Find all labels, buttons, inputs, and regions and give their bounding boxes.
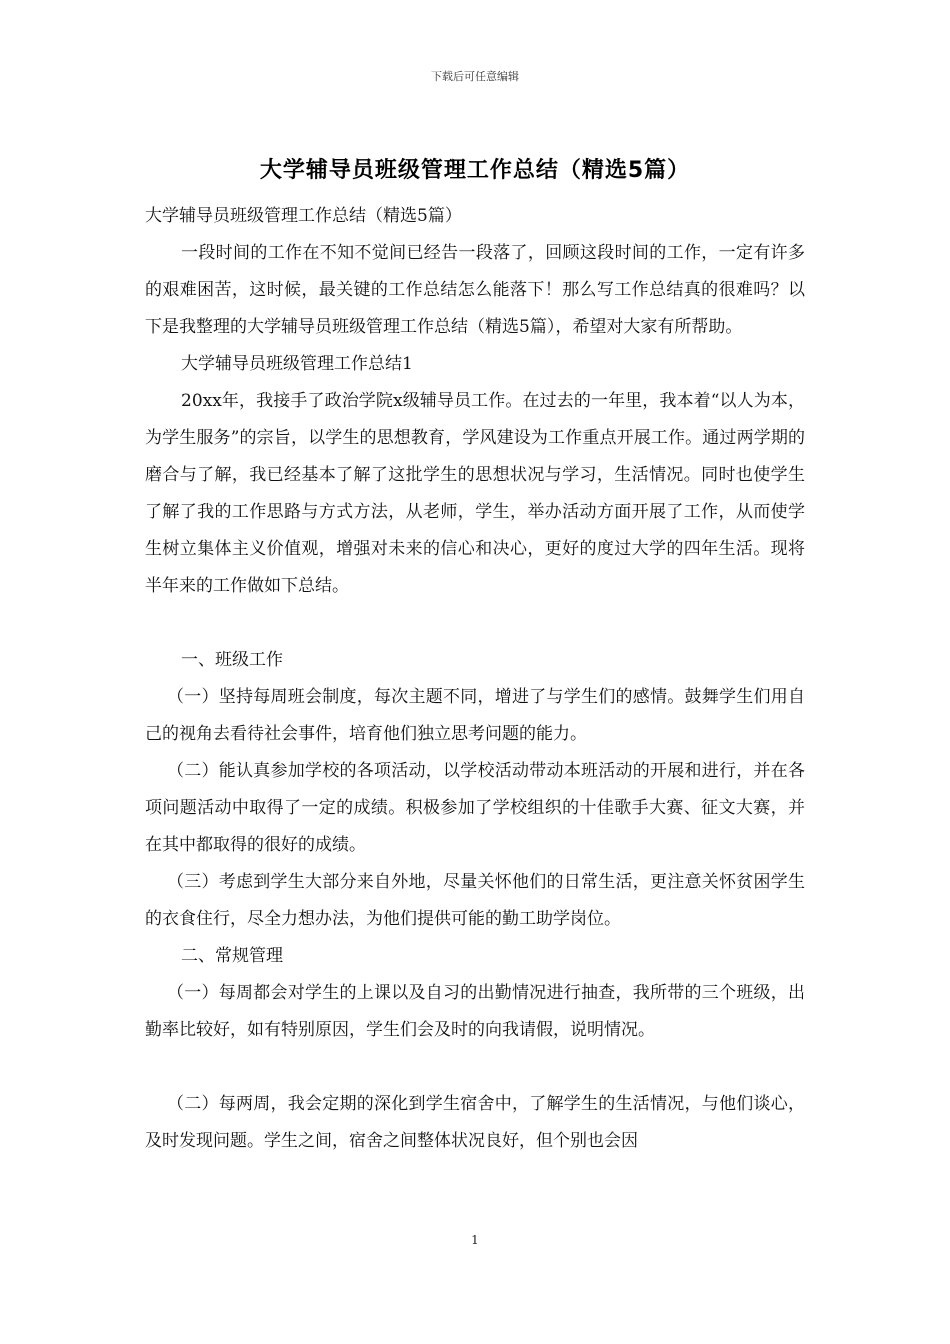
item-2-2: （二）每两周，我会定期的深化到学生宿舍中，了解学生的生活情况，与他们谈心，及时发现问题。学生之间，宿舍之间整体状况良好，但个别也会因 [145,1094,805,1151]
item-2-1: （一）每周都会对学生的上课以及自习的出勤情况进行抽查，我所带的三个班级，出勤率比较好，如有特别原因，学生们会及时的向我请假，说明情况。 [145,983,805,1040]
paragraph-1: 20xx年，我接手了政治学院x级辅导员工作。在过去的一年里，我本着“以人为本，为学生服务”的宗旨，以学生的思想教育，学风建设为工作重点开展工作。通过两学期的磨合与了解，我已经基本了解了这批学生的思想状况与学习，生活情况。同时也使学生了解了我的工作思路与方式方法，从老师，学生，举办活动方面开展了工作，从而使学生树立集体主义价值观，增强对未来的信心和决心，更好的度过大学的四年生活。现将半年来的工作做如下总结。 [145,391,805,596]
header-note: 下载后可任意编辑 [431,70,519,83]
section-title: 大学辅导员班级管理工作总结1 [181,354,413,374]
item-1-2: （二）能认真参加学校的各项活动，以学校活动带动本班活动的开展和进行，并在各项问题活动中取得了一定的成绩。积极参加了学校组织的十佳歌手大赛、征文大赛，并在其中都取得的很好的成绩。 [145,761,805,855]
heading-class-work: 一、班级工作 [181,650,283,670]
heading-routine-management: 二、常规管理 [181,946,283,966]
document-title: 大学辅导员班级管理工作总结（精选5篇） [259,158,691,183]
document-subtitle: 大学辅导员班级管理工作总结（精选5篇） [145,206,462,226]
document-body [145,198,805,1160]
item-1-3: （三）考虑到学生大部分来自外地，尽量关怀他们的日常生活，更注意关怀贫困学生的衣食住行，尽全力想办法，为他们提供可能的勤工助学岗位。 [145,872,805,929]
page-number: 1 [471,1233,479,1247]
item-1-1: （一）坚持每周班会制度，每次主题不同，增进了与学生们的感情。鼓舞学生们用自己的视角去看待社会事件，培育他们独立思考问题的能力。 [145,687,805,744]
intro-paragraph: 一段时间的工作在不知不觉间已经告一段落了，回顾这段时间的工作，一定有许多的艰难困苦，这时候，最关键的工作总结怎么能落下！那么写工作总结真的很难吗？以下是我整理的大学辅导员班级管理工作总结（精选5篇），希望对大家有所帮助。 [145,243,805,337]
